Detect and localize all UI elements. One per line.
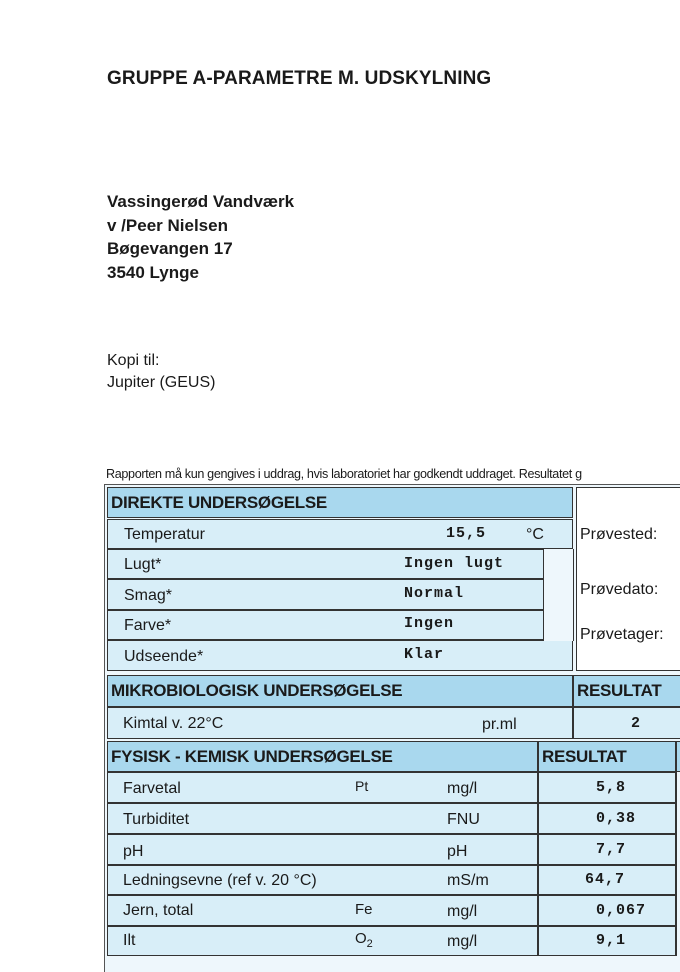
ilt-symbol xyxy=(355,930,373,950)
fysisk-row-ilt xyxy=(107,926,538,956)
mikro-row-kimtal xyxy=(107,707,573,739)
copy-label: Kopi til: xyxy=(107,352,160,369)
recipient-street: Bøgevangen 17 xyxy=(107,239,233,258)
ledningsevne-unit: mS/m xyxy=(447,872,489,889)
copy-recipient: Jupiter (GEUS) xyxy=(107,374,216,391)
mikro-result-header xyxy=(573,675,680,707)
fysisk-result-turbiditet xyxy=(538,803,676,834)
direkte-row-farve xyxy=(107,610,544,640)
fysisk-row-ph xyxy=(107,834,538,865)
jern-label: Jern, total xyxy=(123,902,194,919)
ilt-symbol-letter: O xyxy=(355,930,367,947)
ilt-value: 9,1 xyxy=(596,932,627,949)
fysisk-result-ledningsevne xyxy=(538,865,676,895)
ledningsevne-value: 64,7 xyxy=(585,871,626,888)
fysisk-row-turbiditet xyxy=(107,803,538,834)
fysisk-extra-header xyxy=(676,741,680,772)
recipient-address xyxy=(107,190,294,284)
fysisk-result-ph xyxy=(538,834,676,865)
jern-value: 0,067 xyxy=(596,902,647,919)
fysisk-row-jern xyxy=(107,895,538,926)
udseende-value: Klar xyxy=(404,646,445,663)
mikro-kimtal-result xyxy=(573,707,680,739)
kimtal-value: 2 xyxy=(631,715,642,732)
report-title: GRUPPE A-PARAMETRE M. UDSKYLNING xyxy=(107,68,492,89)
fysisk-result-farvetal xyxy=(538,772,676,803)
temperatur-unit: °C xyxy=(526,526,544,543)
udseende-label: Udseende* xyxy=(124,648,204,665)
smag-value: Normal xyxy=(404,585,465,602)
temperatur-label: Temperatur xyxy=(124,526,205,543)
farvetal-value: 5,8 xyxy=(596,779,627,796)
fysisk-row-farvetal xyxy=(107,772,538,803)
provested-label: Prøvested: xyxy=(580,526,658,543)
jern-symbol: Fe xyxy=(355,901,373,918)
turbiditet-value: 0,38 xyxy=(596,810,637,827)
results-bottom-row xyxy=(107,956,680,971)
direkte-right-edge xyxy=(544,549,574,641)
ledningsevne-label: Ledningsevne (ref v. 20 °C) xyxy=(123,872,317,889)
ilt-unit: mg/l xyxy=(447,933,478,950)
turbiditet-label: Turbiditet xyxy=(123,811,190,828)
recipient-city: 3540 Lynge xyxy=(107,262,199,282)
mikro-header xyxy=(107,675,573,707)
sample-info-box xyxy=(576,487,680,671)
direkte-header-label: DIREKTE UNDERSØGELSE xyxy=(111,493,327,512)
direkte-header xyxy=(107,487,573,518)
mikro-result-label: RESULTAT xyxy=(577,681,662,700)
direkte-row-lugt xyxy=(107,549,544,579)
lugt-label: Lugt* xyxy=(124,556,162,573)
fysisk-header xyxy=(107,741,538,772)
fysisk-row-ledningsevne xyxy=(107,865,538,895)
fysisk-extra-column xyxy=(676,772,680,956)
fysisk-result-jern xyxy=(538,895,676,926)
provedato-label: Prøvedato: xyxy=(580,581,659,598)
direkte-row-temperatur xyxy=(107,519,573,549)
farvetal-label: Farvetal xyxy=(123,780,181,797)
direkte-row-udseende xyxy=(107,640,573,671)
recipient-name: Vassingerød Vandværk xyxy=(107,192,295,211)
ilt-label: Ilt xyxy=(123,932,136,949)
ilt-symbol-subscript: 2 xyxy=(366,938,373,950)
fysisk-result-label: RESULTAT xyxy=(542,747,627,766)
fysisk-header-label: FYSISK - KEMISK UNDERSØGELSE xyxy=(111,747,393,766)
jern-unit: mg/l xyxy=(447,903,478,920)
kimtal-label: Kimtal v. 22°C xyxy=(123,715,224,732)
mikro-header-label: MIKROBIOLOGISK UNDERSØGELSE xyxy=(111,681,403,700)
farve-value: Ingen xyxy=(404,615,455,632)
ph-unit: pH xyxy=(447,843,468,860)
recipient-contact: v /Peer Nielsen xyxy=(107,215,228,235)
fysisk-result-ilt xyxy=(538,926,676,956)
provetager-label: Prøvetager: xyxy=(580,626,664,643)
smag-label: Smag* xyxy=(124,587,173,604)
farvetal-symbol: Pt xyxy=(355,778,369,794)
farvetal-unit: mg/l xyxy=(447,780,478,797)
farve-label: Farve* xyxy=(124,617,172,634)
fysisk-result-header xyxy=(538,741,676,772)
direkte-row-smag xyxy=(107,579,544,610)
kimtal-unit: pr.ml xyxy=(482,716,517,733)
temperatur-value: 15,5 xyxy=(446,525,487,542)
turbiditet-unit: FNU xyxy=(447,811,480,828)
ph-label: pH xyxy=(123,843,144,860)
lugt-value: Ingen lugt xyxy=(404,555,505,572)
report-note: Rapporten må kun gengives i uddrag, hvis laboratoriet har godkendt uddraget. Resultatet g xyxy=(106,467,582,481)
copy-block xyxy=(107,350,215,394)
ph-value: 7,7 xyxy=(596,841,627,858)
